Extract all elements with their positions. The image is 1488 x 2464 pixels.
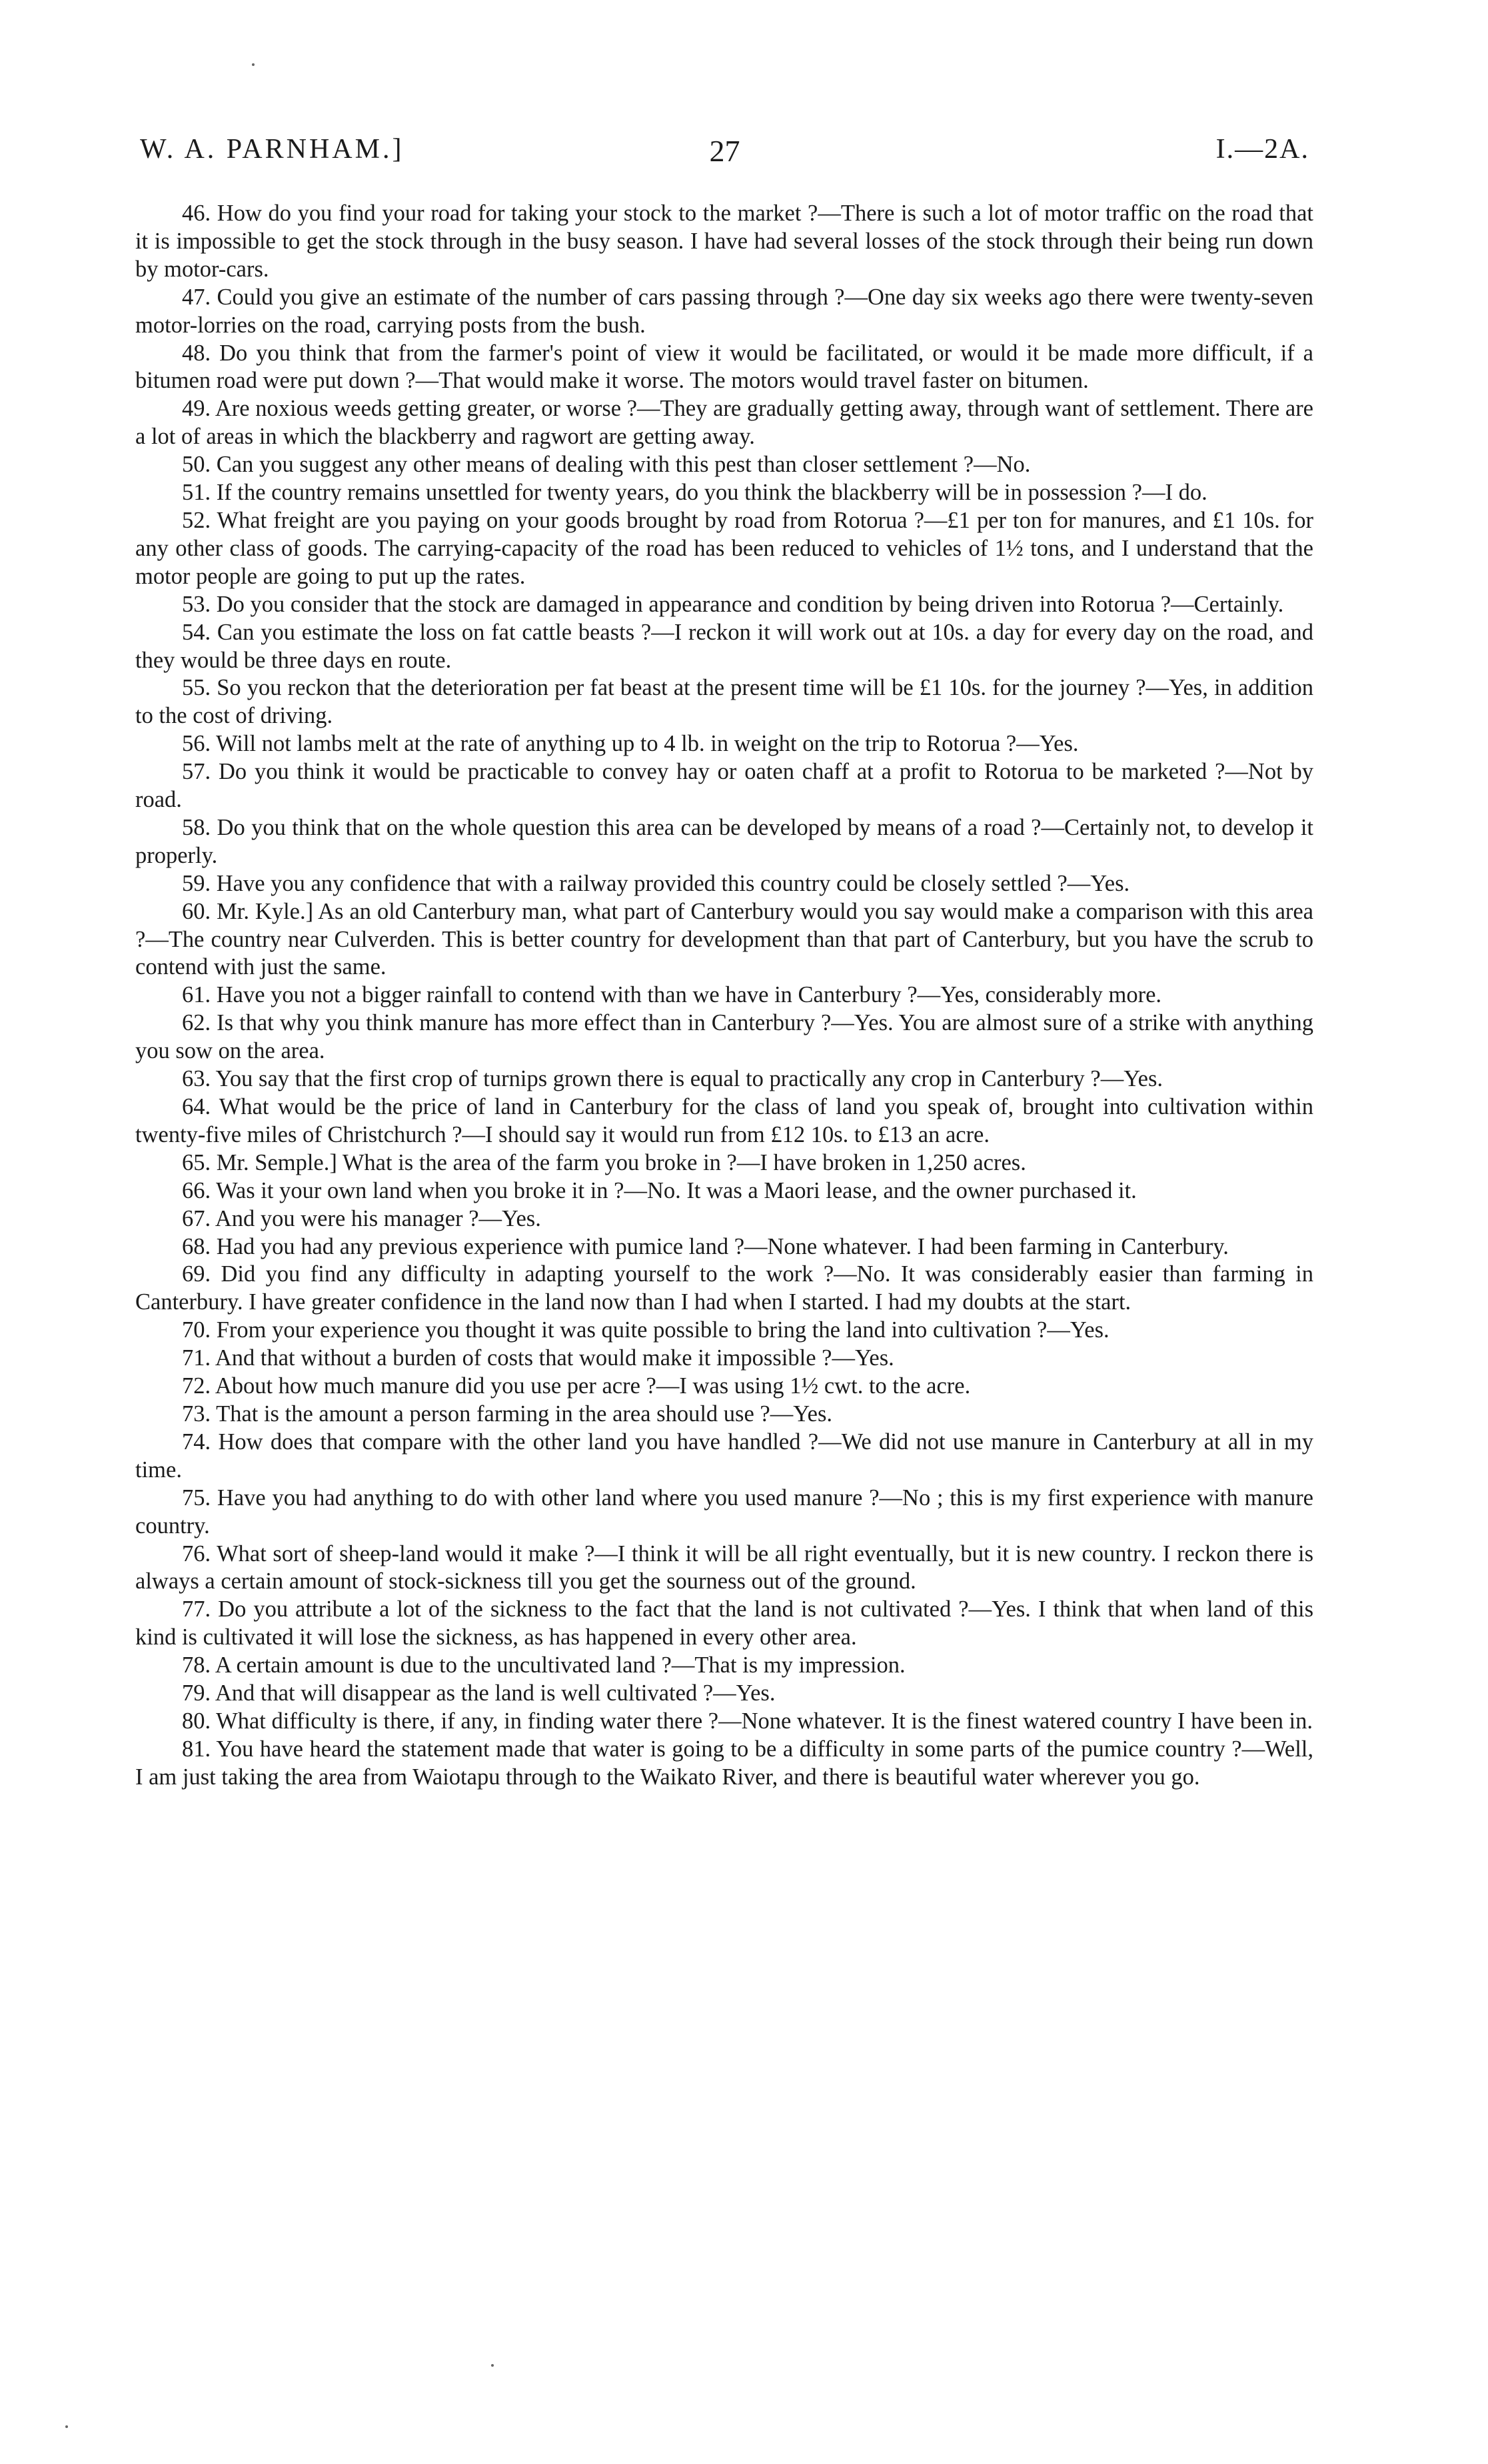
paragraph: 78. A certain amount is due to the uncultivated land ?—That is my impression. — [182, 1652, 906, 1678]
paragraph: 51. If the country remains unsettled for twenty years, do you think the blackberry will be in possession ?—I do. — [182, 480, 1207, 506]
paragraph: 62. Is that why you think manure has more effect than in Canterbury ?—Yes. You are almost sure of a strike with anything you sow on the area. — [135, 1010, 1313, 1064]
paragraph: 52. What freight are you paying on your goods brought by road from Rotorua ?—£1 per ton for manures, and £1 10s. for any other class of goods. The carrying-capacity of the road has been reduced to vehicles of 1½ tons, and I understand that the motor people are going to put up the rates. — [135, 507, 1313, 589]
paragraph: 63. You say that the first crop of turnips grown there is equal to practically any crop in Canterbury ?—Yes. — [182, 1066, 1163, 1092]
paragraph: 54. Can you estimate the loss on fat cattle beasts ?—I reckon it will work out at 10s. a day for every day on the road, and they would be three days en route. — [135, 619, 1313, 673]
paragraph: 48. Do you think that from the farmer's point of view it would be facilitated, or would it be made more difficult, if a bitumen road were put down ?—That would make it worse. The motors would travel faster on bitumen. — [135, 340, 1313, 394]
paragraph: 68. Had you had any previous experience with pumice land ?—None whatever. I had been farming in Canterbury. — [182, 1233, 1229, 1259]
page-header — [140, 133, 1309, 173]
paragraph: 69. Did you find any difficulty in adapting yourself to the work ?—No. It was considerably easier than farming in Canterbury. I have greater confidence in the land now than I had when I started. I had my doubts at the start. — [135, 1261, 1313, 1315]
paragraph: 61. Have you not a bigger rainfall to contend with than we have in Canterbury ?—Yes, considerably more. — [182, 982, 1162, 1008]
paragraph: 66. Was it your own land when you broke it in ?—No. It was a Maori lease, and the owner purchased it. — [182, 1177, 1137, 1203]
paragraph: 50. Can you suggest any other means of dealing with this pest than closer settlement ?—No. — [182, 452, 1031, 478]
scan-speck — [252, 63, 255, 66]
paragraph: 49. Are noxious weeds getting greater, or worse ?—They are gradually getting away, through want of settlement. There are a lot of areas in which the blackberry and ragwort are getting away. — [135, 396, 1313, 450]
paragraph: 81. You have heard the statement made that water is going to be a difficulty in some parts of the pumice country ?—Well, I am just taking the area from Waiotapu through to the Waikato River, and there is beautiful water wherever you go. — [135, 1736, 1313, 1790]
paragraph: 47. Could you give an estimate of the number of cars passing through ?—One day six weeks ago there were twenty-seven motor-lorries on the road, carrying posts from the bush. — [135, 284, 1313, 338]
paragraph: 72. About how much manure did you use per acre ?—I was using 1½ cwt. to the acre. — [182, 1373, 971, 1399]
paragraph: 74. How does that compare with the other land you have handled ?—We did not use manure in Canterbury at all in my time. — [135, 1429, 1313, 1483]
paragraph: 59. Have you any confidence that with a railway provided this country could be closely settled ?—Yes. — [182, 870, 1130, 896]
paragraph: 64. What would be the price of land in Canterbury for the class of land you speak of, brought into cultivation within twenty-five miles of Christchurch ?—I should say it would run from £12 10s. to £13 an acre. — [135, 1094, 1313, 1147]
paragraph: 80. What difficulty is there, if any, in finding water there ?—None whatever. It is the finest watered country I have been in. — [182, 1708, 1313, 1734]
paragraph: 71. And that without a burden of costs that would make it impossible ?—Yes. — [182, 1345, 894, 1371]
scan-speck — [491, 2364, 494, 2367]
paragraph: 53. Do you consider that the stock are damaged in appearance and condition by being driven into Rotorua ?—Certainly. — [182, 591, 1284, 617]
paragraph: 57. Do you think it would be practicable to convey hay or oaten chaff at a profit to Rotorua to be marketed ?—Not by road. — [135, 759, 1313, 813]
scan-speck — [65, 2425, 68, 2428]
paragraph: 77. Do you attribute a lot of the sickness to the fact that the land is not cultivated ?—Yes. I think that when land of this kind is cultivated it will lose the sickness, as has happened in every other area. — [135, 1596, 1313, 1650]
paragraph: 67. And you were his manager ?—Yes. — [182, 1205, 541, 1231]
paragraph: 65. Mr. Semple.] What is the area of the farm you broke in ?—I have broken in 1,250 acres. — [182, 1149, 1026, 1175]
document-reference: I.—2A. — [1215, 134, 1309, 165]
paragraph: 55. So you reckon that the deterioration per fat beast at the present time will be £1 10s. for the journey ?—Yes, in addition to the cost of driving. — [135, 675, 1313, 729]
page-number: 27 — [709, 134, 740, 168]
paragraph: 70. From your experience you thought it was quite possible to bring the land into cultivation ?—Yes. — [182, 1317, 1110, 1343]
header-witness-name: W. A. PARNHAM.] — [140, 134, 404, 165]
paragraph: 76. What sort of sheep-land would it make ?—I think it will be all right eventually, but it is new country. I reckon there is always a certain amount of stock-sickness till you get the sourness out of the ground. — [135, 1540, 1313, 1594]
page-body — [135, 200, 1313, 1792]
paragraph: 60. Mr. Kyle.] As an old Canterbury man, what part of Canterbury would you say would make a comparison with this area ?—The country near Culverden. This is better country for development than that part of Canterbury, but you have the scrub to contend with just the same. — [135, 898, 1313, 980]
paragraph: 73. That is the amount a person farming in the area should use ?—Yes. — [182, 1401, 833, 1427]
paragraph: 58. Do you think that on the whole question this area can be developed by means of a road ?—Certainly not, to develop it properly. — [135, 814, 1313, 868]
paragraph: 56. Will not lambs melt at the rate of anything up to 4 lb. in weight on the trip to Rotorua ?—Yes. — [182, 731, 1079, 757]
paragraph: 75. Have you had anything to do with other land where you used manure ?—No ; this is my first experience with manure country. — [135, 1485, 1313, 1539]
paragraph: 46. How do you find your road for taking your stock to the market ?—There is such a lot of motor traffic on the road that it is impossible to get the stock through in the busy season. I have had several losses of the stock through their being run down by motor-cars. — [135, 201, 1313, 282]
paragraph: 79. And that will disappear as the land is well cultivated ?—Yes. — [182, 1680, 776, 1706]
